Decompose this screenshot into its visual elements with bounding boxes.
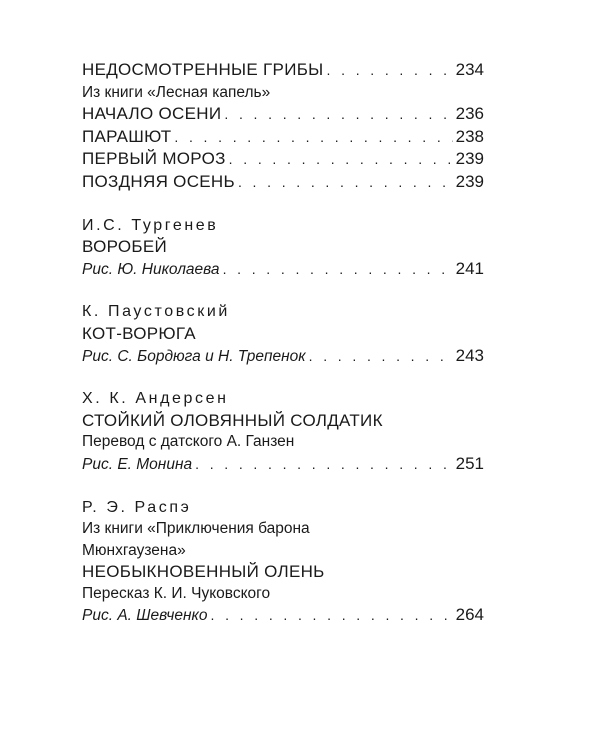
toc-entry-author xyxy=(82,301,484,323)
page-number: 264 xyxy=(455,605,484,625)
entry-text: Х. К. Андерсен xyxy=(82,390,229,408)
entry-text: Рис. Е. Монина xyxy=(82,455,193,473)
page-number: 243 xyxy=(455,345,484,365)
toc-entry-title xyxy=(82,561,484,583)
page-number: 234 xyxy=(455,60,484,79)
entry-text: Перевод с датского А. Ганзен xyxy=(82,433,295,451)
entry-text: ПАРАШЮТ xyxy=(82,126,172,146)
toc-section xyxy=(82,497,484,628)
page-number: 238 xyxy=(455,126,484,146)
toc-section xyxy=(82,59,484,194)
toc-entry-sub xyxy=(82,540,484,562)
toc-entry-sub xyxy=(82,82,484,104)
page-number: 251 xyxy=(455,453,484,473)
entry-text: ПЕРВЫЙ МОРОЗ xyxy=(82,149,226,169)
toc-section xyxy=(82,301,484,367)
entry-text: ВОРОБЕЙ xyxy=(82,237,167,257)
entry-text: СТОЙКИЙ ОЛОВЯННЫЙ СОЛДАТИК xyxy=(82,410,383,430)
entry-text: Рис. Ю. Николаева xyxy=(82,260,220,278)
page-number: 239 xyxy=(455,149,484,169)
dot-leader xyxy=(195,454,453,476)
toc-entry-ill xyxy=(82,604,484,627)
toc-entry-title xyxy=(82,59,484,82)
toc-entry-ill xyxy=(82,345,484,368)
section-gap xyxy=(82,367,484,388)
toc-entry-author xyxy=(82,388,484,410)
entry-text: Рис. А. Шевченко xyxy=(82,607,208,625)
dot-leader xyxy=(309,346,453,368)
toc-entry-sub xyxy=(82,583,484,605)
entry-text: НЕОБЫКНОВЕННЫЙ ОЛЕНЬ xyxy=(82,562,325,582)
dot-leader xyxy=(224,104,452,126)
toc-entry-title xyxy=(82,148,484,171)
entry-text: Мюнхгаузена» xyxy=(82,541,186,559)
toc-entry-ill xyxy=(82,453,484,476)
entry-text: Из книги «Лесная капель» xyxy=(82,83,271,101)
entry-text: Пересказ К. И. Чуковского xyxy=(82,584,271,602)
section-gap xyxy=(82,280,484,301)
entry-text: Из книги «Приключения барона xyxy=(82,520,310,538)
entry-text: ПОЗДНЯЯ ОСЕНЬ xyxy=(82,171,235,191)
entry-text: И.С. Тургенев xyxy=(82,216,219,234)
table-of-contents xyxy=(82,59,484,627)
entry-text: К. Паустовский xyxy=(82,303,230,321)
toc-entry-title xyxy=(82,236,484,258)
section-gap xyxy=(82,194,484,215)
dot-leader xyxy=(211,605,453,627)
toc-section xyxy=(82,388,484,475)
toc-entry-title xyxy=(82,103,484,126)
toc-entry-title xyxy=(82,410,484,432)
dot-leader xyxy=(223,259,453,281)
entry-text: Р. Э. Распэ xyxy=(82,498,192,516)
page-number: 239 xyxy=(455,171,484,191)
dot-leader xyxy=(174,127,452,149)
entry-text: НЕДОСМОТРЕННЫЕ ГРИБЫ xyxy=(82,60,324,79)
toc-entry-author xyxy=(82,497,484,519)
toc-section xyxy=(82,215,484,281)
dot-leader xyxy=(238,172,453,194)
entry-text: НАЧАЛО ОСЕНИ xyxy=(82,104,222,124)
page-number: 236 xyxy=(455,104,484,124)
toc-entry-author xyxy=(82,215,484,237)
toc-entry-title xyxy=(82,323,484,345)
toc-entry-ill xyxy=(82,258,484,281)
entry-text: КОТ-ВОРЮГА xyxy=(82,323,196,343)
entry-text: Рис. С. Бордюга и Н. Трепенок xyxy=(82,347,306,365)
dot-leader xyxy=(327,60,453,82)
section-gap xyxy=(82,476,484,497)
dot-leader xyxy=(229,149,453,171)
toc-entry-sub xyxy=(82,431,484,453)
page-number: 241 xyxy=(455,258,484,278)
toc-entry-title xyxy=(82,171,484,194)
toc-entry-sub xyxy=(82,518,484,540)
toc-entry-title xyxy=(82,126,484,149)
